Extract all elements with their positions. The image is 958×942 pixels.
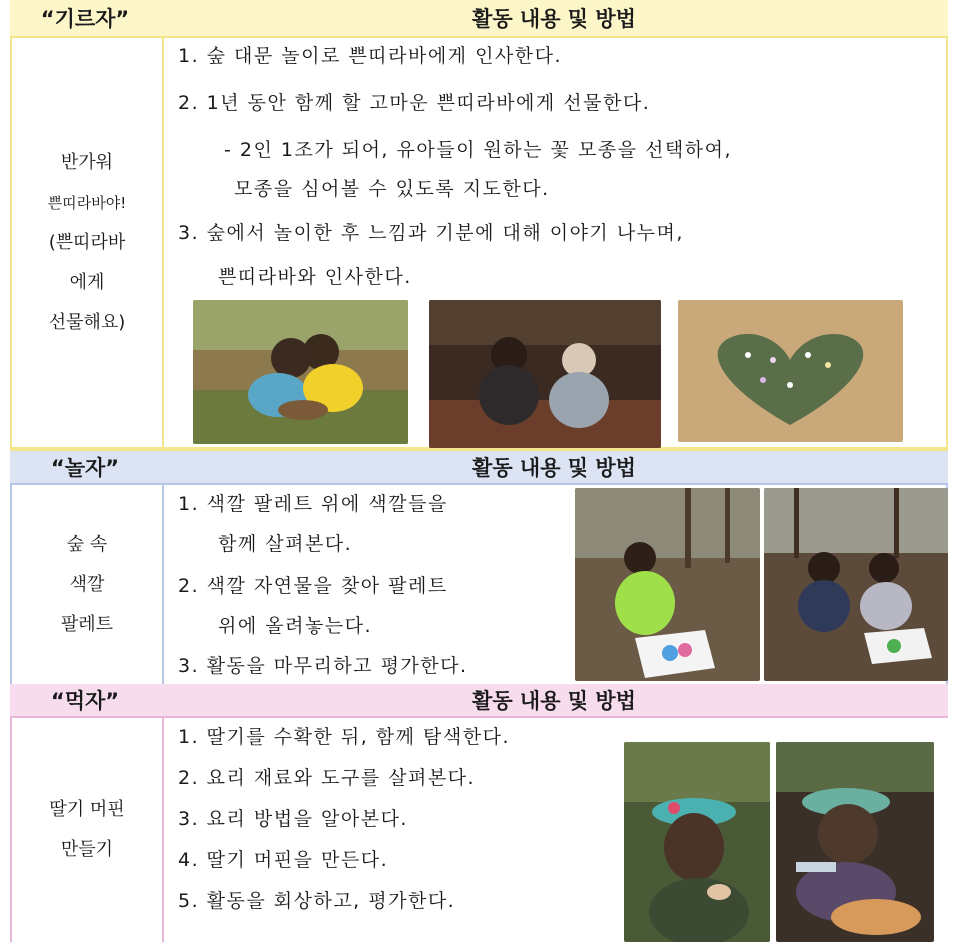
section-play-header [10,451,948,485]
photo-two-children-palette [764,488,948,681]
section-eat-header-title: 활동 내용 및 방법 [472,689,636,713]
section-grow-label: “기르자” [40,7,130,31]
column-divider [162,38,164,447]
step-line: 쁜띠라바와 인사한다. [218,266,412,288]
photo-child-palette [575,488,760,681]
column-divider [162,718,164,942]
step-line: 위에 올려놓는다. [218,615,373,637]
title-line: 쁜띠라바야! [47,193,127,212]
step-line: 2. 요리 재료와 도구를 살펴본다. [178,767,476,789]
step-line: 3. 숲에서 놀이한 후 느낌과 기분에 대해 이야기 나누며, [178,222,684,244]
title-line: 만들기 [60,839,114,860]
title-line: (쁜띠라바 [48,231,126,253]
section-grow-header [10,0,948,38]
title-line: 딸기 머핀 [49,799,125,820]
step-line: 3. 요리 방법을 알아본다. [178,808,408,830]
step-line: 함께 살펴본다. [218,533,353,555]
step-line: 3. 활동을 마무리하고 평가한다. [178,655,468,677]
title-line: 숲 속 [66,533,108,555]
step-line: 2. 1년 동안 함께 할 고마운 쁜띠라바에게 선물한다. [178,92,651,114]
step-line: 1. 숲 대문 놀이로 쁜띠라바에게 인사한다. [178,45,563,67]
section-eat-title [12,718,162,942]
section-grow [10,0,948,455]
section-eat-label: “먹자” [50,689,120,713]
column-divider [162,485,164,684]
section-play-title [12,485,162,684]
section-eat [10,684,948,942]
section-play-label: “놀자” [50,456,120,480]
photo-child-baking [776,742,934,942]
step-line: 4. 딸기 머핀을 만든다. [178,849,389,871]
section-play-header-title: 활동 내용 및 방법 [472,456,636,480]
step-line: - 2인 1조가 되어, 유아들이 원하는 꽃 모종을 선택하여, [224,139,733,161]
section-play-body [10,485,948,684]
section-eat-body [10,718,948,942]
step-line: 모종을 심어볼 수 있도록 지도한다. [234,178,550,200]
title-line: 선물해요) [48,311,126,333]
section-grow-header-title: 활동 내용 및 방법 [472,7,636,31]
step-line: 5. 활동을 회상하고, 평가한다. [178,890,456,912]
photo-children-forest [429,300,661,448]
section-play [10,451,948,684]
section-grow-body [10,38,948,451]
title-line: 색깔 [69,573,105,595]
section-grow-title [12,38,162,447]
title-line: 팔레트 [60,613,114,635]
section-eat-header [10,684,948,718]
title-line: 반가워 [60,151,114,173]
title-line: 에게 [69,271,105,293]
photo-children-planting [193,300,408,444]
step-line: 2. 색깔 자연물을 찾아 팔레트 [178,575,448,597]
step-line: 1. 딸기를 수확한 뒤, 함께 탐색한다. [178,726,511,748]
photo-child-visor [624,742,770,942]
step-line: 1. 색깔 팔레트 위에 색깔들을 [178,493,448,515]
photo-flower-heart [678,300,903,442]
